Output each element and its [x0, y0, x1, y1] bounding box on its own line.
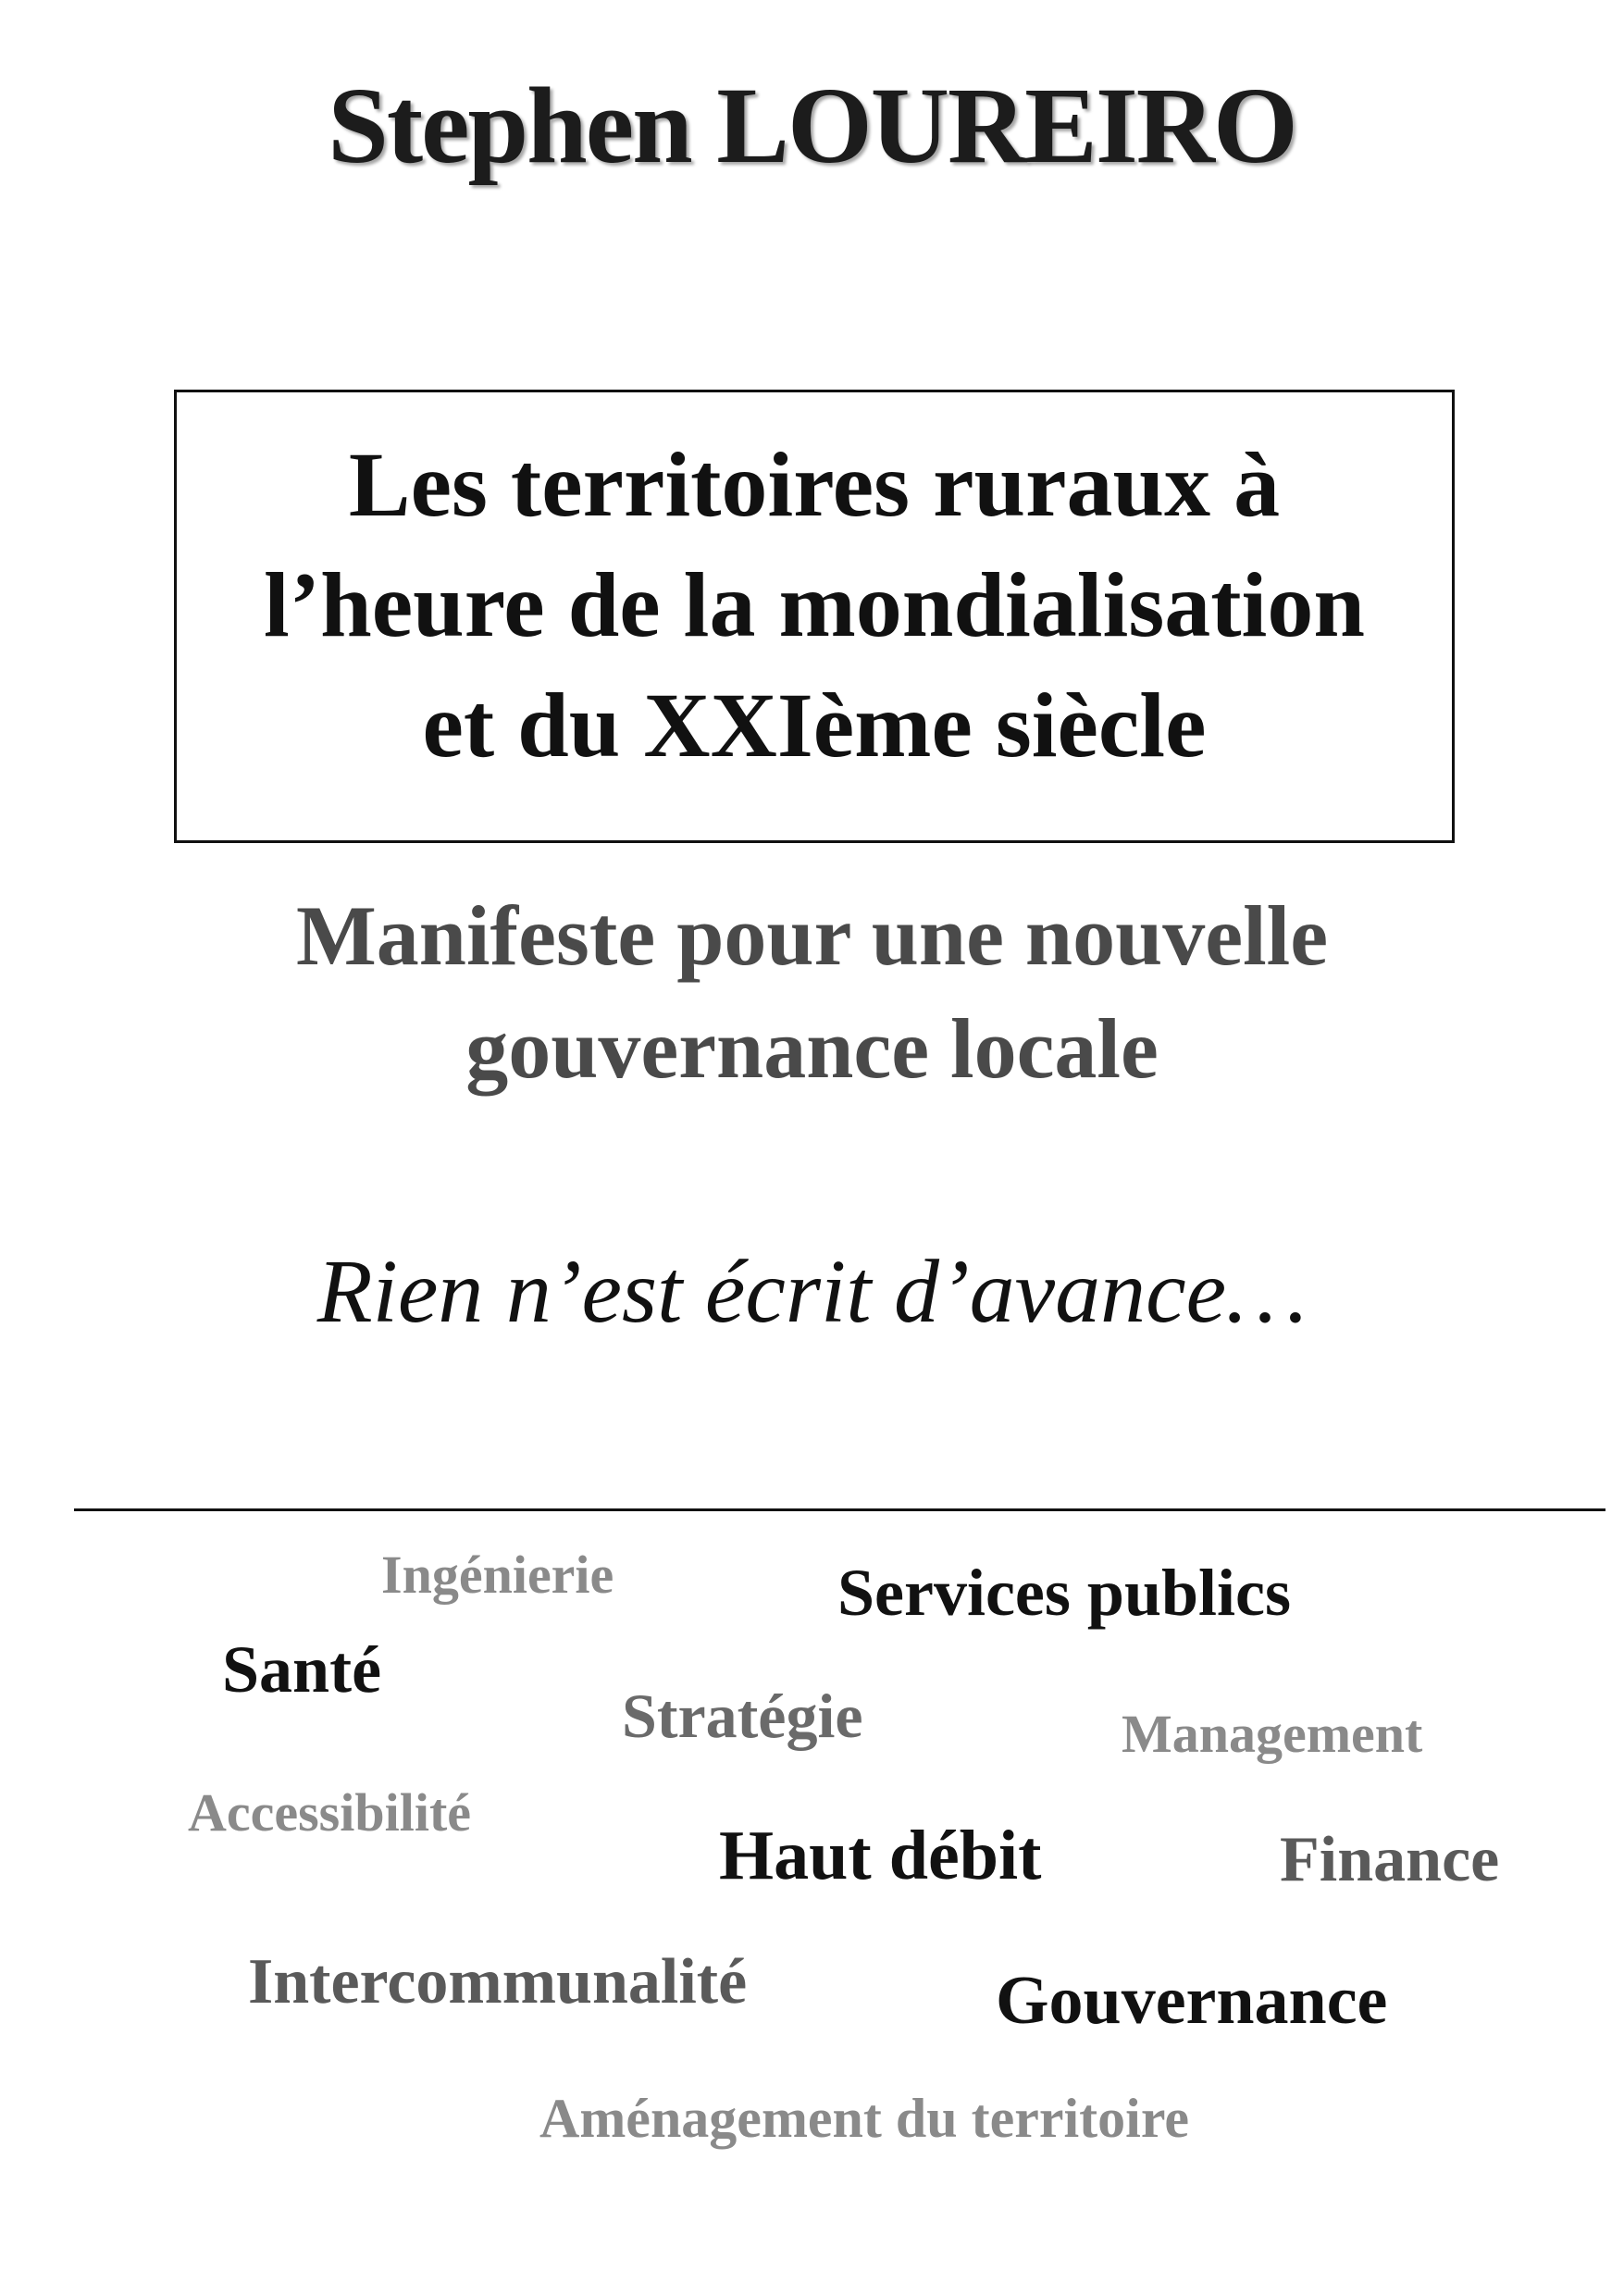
keyword-finance: Finance: [1280, 1824, 1500, 1895]
title-line-1: Les territoires ruraux à: [348, 433, 1281, 536]
title-line-2: l’heure de la mondialisation: [264, 553, 1365, 656]
keyword-gouvernance: Gouvernance: [996, 1963, 1388, 2039]
title-box: [174, 390, 1455, 843]
author-name: Stephen LOUREIRO: [328, 65, 1296, 186]
keyword-intercommunalite: Intercommunalité: [248, 1946, 748, 2017]
keyword-amenagement-du-territoire: Aménagement du territoire: [539, 2088, 1190, 2149]
subtitle-line-1: Manifeste pour une nouvelle: [295, 888, 1329, 983]
handwritten-motto: Rien n’est écrit d’avance…: [316, 1242, 1308, 1342]
subtitle-line-2: gouvernance locale: [465, 1001, 1159, 1096]
keyword-management: Management: [1122, 1704, 1423, 1764]
keyword-strategie: Stratégie: [622, 1681, 863, 1751]
keyword-ingenierie: Ingénierie: [381, 1545, 614, 1605]
title-line-3: et du XXIème siècle: [422, 674, 1207, 776]
keyword-services-publics: Services publics: [837, 1556, 1292, 1630]
divider-line: [74, 1508, 1605, 1511]
keyword-sante: Santé: [222, 1632, 382, 1706]
keyword-accessibilite: Accessibilité: [188, 1782, 472, 1843]
keyword-haut-debit: Haut débit: [719, 1817, 1042, 1894]
